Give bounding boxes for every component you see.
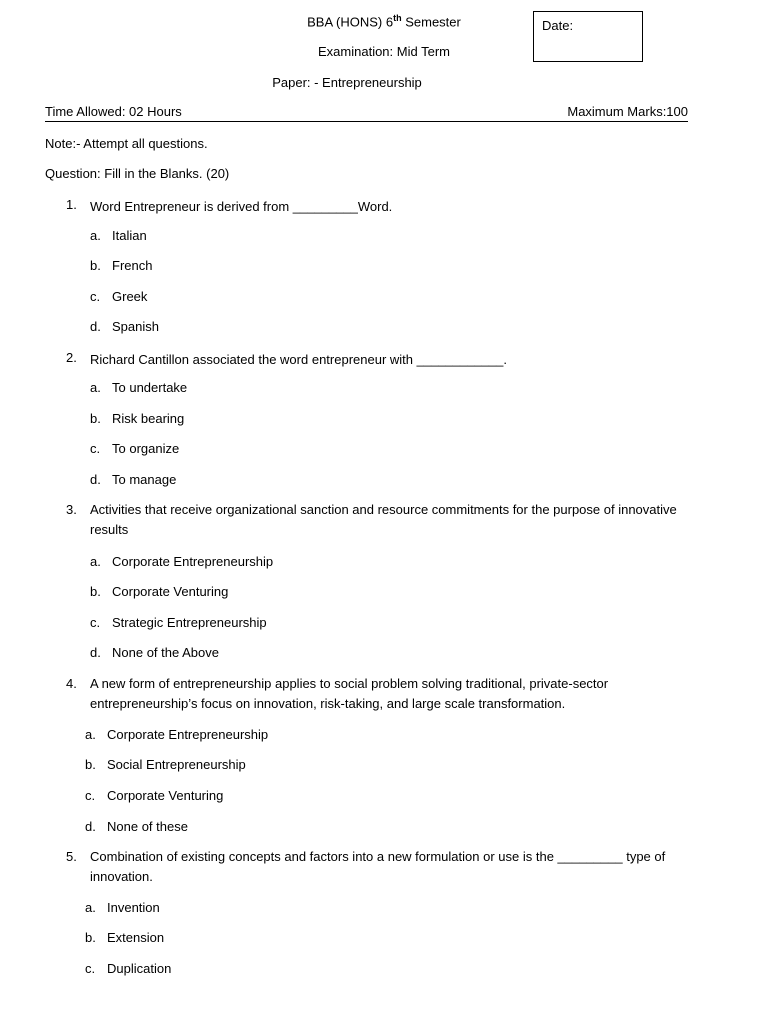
question-text: Combination of existing concepts and factors into a new formulation or use is the _________ type of innovation. <box>90 849 666 884</box>
option-text: Invention <box>107 900 160 915</box>
option-letter: b. <box>90 258 101 273</box>
question-number: 3. <box>66 502 77 517</box>
option-letter: b. <box>85 930 96 945</box>
question-number: 2. <box>66 350 77 365</box>
option-text: French <box>112 258 153 273</box>
course-heading <box>0 13 768 29</box>
option-text: Extension <box>107 930 165 945</box>
option-letter: c. <box>90 615 101 630</box>
date-label: Date: <box>542 18 574 33</box>
option-text: Greek <box>112 289 148 304</box>
question-text: Richard Cantillon associated the word entrepreneur with ____________. <box>90 352 507 367</box>
option-letter: c. <box>85 788 96 803</box>
option-text: Corporate Venturing <box>112 584 229 599</box>
option-text: Duplication <box>107 961 172 976</box>
option-text: Corporate Entrepreneurship <box>107 727 269 742</box>
option-letter: a. <box>90 554 101 569</box>
option-text: To undertake <box>112 380 188 395</box>
question-number: 5. <box>66 849 77 864</box>
option-letter: d. <box>85 819 96 834</box>
option-text: Social Entrepreneurship <box>107 757 246 772</box>
option-text: To organize <box>112 441 180 456</box>
option-letter: d. <box>90 645 101 660</box>
exam-heading: Examination: Mid Term <box>318 44 450 59</box>
section-title: Question: Fill in the Blanks. (20) <box>45 166 230 181</box>
option-letter: c. <box>90 289 101 304</box>
time-allowed: Time Allowed: 02 Hours <box>45 104 182 119</box>
question-text: Word Entrepreneur is derived from _________Word. <box>90 199 393 214</box>
option-text: None of the Above <box>112 645 219 660</box>
course-prefix: BBA (HONS) 6 <box>307 14 394 30</box>
question-text: A new form of entrepreneurship applies to social problem solving traditional, private-sector entrepreneurship’s focus on innovation, risk-taking, and large scale transformation. <box>90 676 609 711</box>
option-text: None of these <box>107 819 188 834</box>
option-letter: b. <box>90 411 101 426</box>
paper-heading: Paper: - Entrepreneurship <box>272 75 422 90</box>
course-suffix: Semester <box>401 14 461 30</box>
option-text: Spanish <box>112 319 159 334</box>
option-letter: a. <box>85 900 96 915</box>
option-text: Corporate Entrepreneurship <box>112 554 274 569</box>
exam-info-row <box>45 104 688 122</box>
question-number: 4. <box>66 676 77 691</box>
option-text: Italian <box>112 228 147 243</box>
date-box <box>533 11 643 62</box>
option-letter: b. <box>90 584 101 599</box>
note-text: Note:- Attempt all questions. <box>45 136 208 151</box>
option-letter: a. <box>85 727 96 742</box>
option-letter: a. <box>90 228 101 243</box>
option-letter: d. <box>90 472 101 487</box>
question-text: Activities that receive organizational sanction and resource commitments for the purpose of innovative results <box>90 502 677 537</box>
course-superscript: th <box>393 13 402 23</box>
option-text: Corporate Venturing <box>107 788 224 803</box>
option-text: Strategic Entrepreneurship <box>112 615 267 630</box>
option-letter: d. <box>90 319 101 334</box>
option-text: Risk bearing <box>112 411 185 426</box>
option-letter: c. <box>85 961 96 976</box>
option-letter: a. <box>90 380 101 395</box>
question-number: 1. <box>66 197 77 212</box>
option-letter: c. <box>90 441 101 456</box>
maximum-marks: Maximum Marks:100 <box>567 104 688 119</box>
option-letter: b. <box>85 757 96 772</box>
option-text: To manage <box>112 472 177 487</box>
